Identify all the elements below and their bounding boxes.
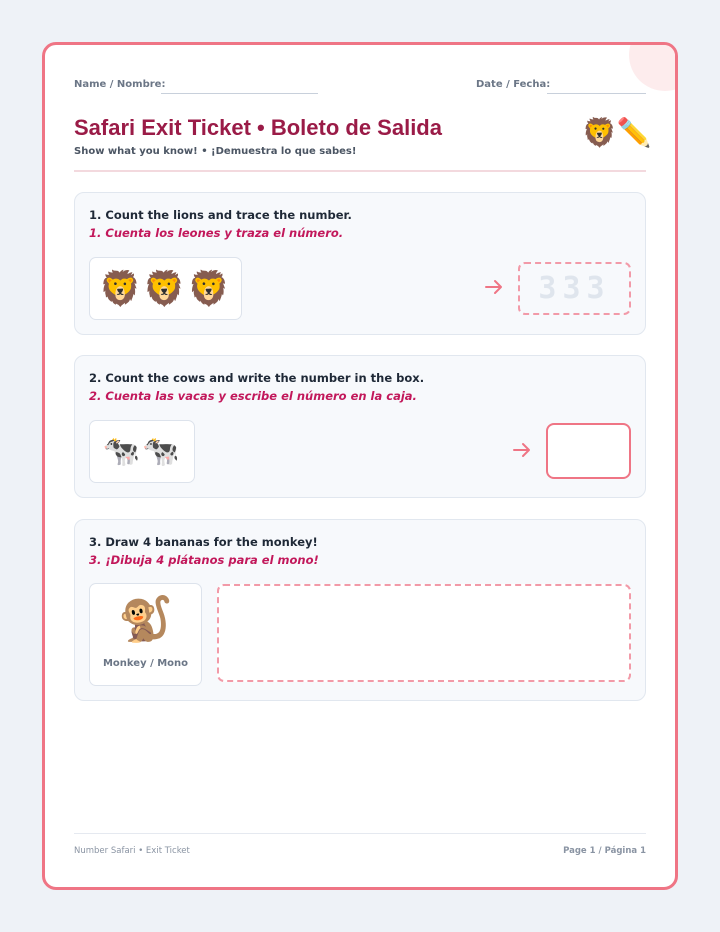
footer-title: Number Safari • Exit Ticket	[74, 846, 190, 856]
name-label: Name / Nombre:	[74, 79, 166, 90]
question-1-prompt-es: 1. Cuenta los leones y traza el número.	[89, 226, 344, 240]
page-subtitle: Show what you know! • ¡Demuestra lo que sabes!	[74, 146, 357, 157]
lion-icon: 🦁🦁🦁	[89, 257, 242, 320]
trace-number-box[interactable]: 333	[518, 262, 631, 315]
corner-decoration	[629, 42, 678, 91]
arrow-right-icon	[511, 440, 533, 460]
footer-divider	[74, 833, 646, 834]
page-number: Page 1 / Página 1	[563, 846, 646, 856]
cow-icon: 🐄🐄	[89, 420, 195, 483]
monkey-card	[89, 583, 202, 686]
name-field[interactable]	[161, 93, 318, 94]
question-3-prompt-en: 3. Draw 4 bananas for the monkey!	[89, 535, 318, 549]
monkey-icon: 🐒	[118, 594, 173, 645]
header-divider	[74, 170, 646, 172]
monkey-label: Monkey / Mono	[102, 658, 189, 669]
lion-pencil-icon: 🦁✏️	[582, 116, 652, 149]
arrow-right-icon	[483, 277, 505, 297]
drawing-area[interactable]	[217, 584, 631, 682]
exit-ticket-sheet	[42, 42, 678, 890]
question-card-3	[74, 519, 646, 701]
date-field[interactable]	[547, 93, 646, 94]
question-1-prompt-en: 1. Count the lions and trace the number.	[89, 208, 352, 222]
question-2-prompt-en: 2. Count the cows and write the number in the box.	[89, 371, 425, 385]
question-3-prompt-es: 3. ¡Dibuja 4 plátanos para el mono!	[89, 553, 319, 567]
date-label: Date / Fecha:	[476, 79, 551, 90]
answer-box[interactable]	[546, 423, 631, 479]
page-title: Safari Exit Ticket • Boleto de Salida	[74, 115, 442, 140]
question-card-2	[74, 355, 646, 498]
question-card-1	[74, 192, 646, 335]
question-2-prompt-es: 2. Cuenta las vacas y escribe el número en la caja.	[89, 389, 417, 403]
